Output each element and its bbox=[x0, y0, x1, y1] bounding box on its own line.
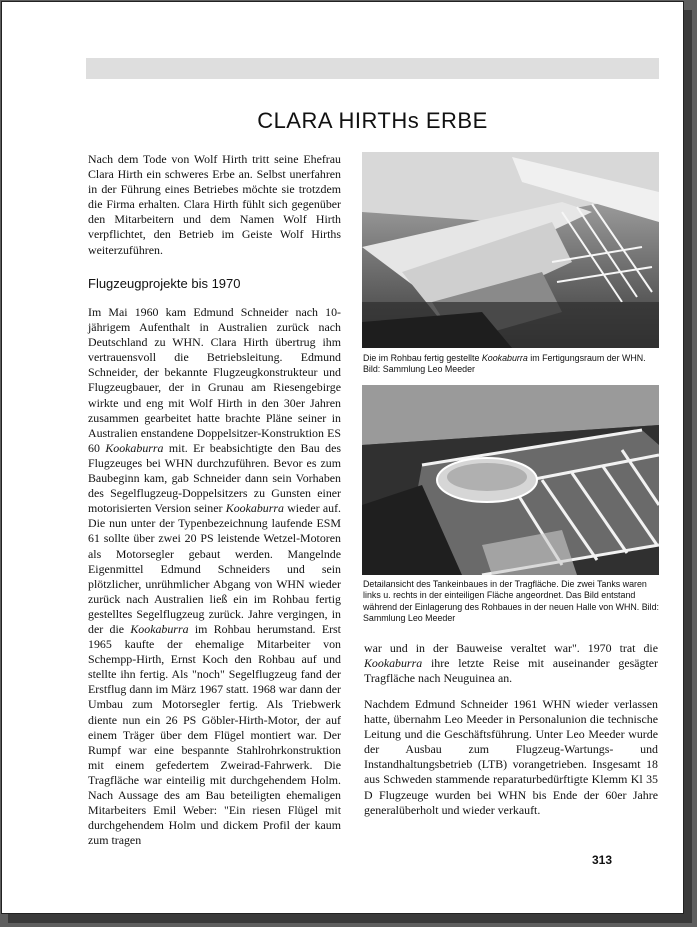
aircraft-name: Kookaburra bbox=[481, 353, 528, 363]
body-left-text bbox=[88, 305, 341, 848]
header-bar bbox=[86, 58, 659, 79]
page-number: 313 bbox=[592, 853, 613, 867]
text-run: wieder auf. Die nun unter der Typenbezeichnung laufende ESM 61 sollte über zwei 20 PS leistende Wetzel-Motoren als Motorsegler gebaut werden. Mangelnde Eigenmittel Edmund Schneiders und sein plötzlicher, unrühmlicher Abgang von WHN wieder zurück nach Australien ließ ein im Rohbau fertig gestelltes Segelflugzeug zurück. Jahre vergingen, in der die bbox=[88, 501, 342, 636]
wing-tank-photo bbox=[362, 385, 659, 575]
caption-text: Die im Rohbau fertig gestellte bbox=[363, 353, 482, 363]
caption-text: im Fertigungsraum der WHN. Bild: Sammlung Leo Meeder bbox=[363, 353, 646, 375]
section-subheading: Flugzeugprojekte bis 1970 bbox=[88, 276, 241, 291]
text-run: im Rohbau herumstand. Erst 1965 kaufte der ehemalige Mitarbeiter von Schempp-Hirth, Ernst Koch den Rohbau auf und stellte ihn fertig. Als "noch" Segelflugzeug fand der Erstflug dann im März 1967 statt. 1968 war dann der Umbau zum Motorsegler fertig. Als Triebwerk diente nun ein 26 PS Göbler-Hirth-Motor, der auf einem Träger über dem Flügel montiert war. Der Rumpf war eine bespannte Stahlrohrkonstruktion mit einem gefedertem Zweirad-Fahrwerk. Die Tragfläche war einteilig mit durchgehendem Holm. Nach Aussage des am Bau beteiligten ehemaligen Mitarbeiters Emil Weber: "Ein riesen Flügel mit durchgehendem Holm und dickem Profil der kaum zum tragen bbox=[88, 621, 341, 848]
photo2-caption: Detailansicht des Tankeinbaues in der Tragfläche. Die zwei Tanks waren links u. rechts in der einteiligen Fläche angeordnet. Das Bild entstand während der Einlagerung des Rohbaues in der neuen Halle von WHN. Bild: Sammlung Leo Meeder bbox=[363, 579, 660, 623]
aircraft-name: Kookaburra bbox=[105, 440, 164, 455]
workshop-photo bbox=[362, 152, 659, 348]
page-title: CLARA HIRTHs ERBE bbox=[257, 108, 488, 133]
intro-text: Nach dem Tode von Wolf Hirth tritt seine Ehefrau Clara Hirth ein schweres Erbe an. Selbst unerfahren in der Führung eines Betriebes möchte sie trotzdem die Firma erhalten. Clara Hirth fühlt sich gegenüber den Mitarbeitern und dem Namen Wolf Hirth verpflichtet, den Betrieb im Geiste Wolf Hirths weiterzuführen. bbox=[88, 152, 341, 257]
text-run: mit. Er beabsichtigte den Bau des Flugzeuges bei WHN durchzuführen. Bevor es zum Baubeginn kam, gab Schneider dann sein Vorhaben des Segelflugzeug-Doppelsitzers zu Gunsten einer motorisierten Version seiner bbox=[88, 440, 341, 516]
body-right-paragraph-1 bbox=[364, 641, 658, 686]
text-run: ihre letzte Reise mit auseinander gesägter Tragfläche nach Neuguinea an. bbox=[364, 656, 658, 686]
aircraft-name: Kookaburra bbox=[364, 656, 423, 671]
text-run: war und in der Bauweise veraltet war". 1970 trat die bbox=[364, 641, 658, 655]
intro-paragraph bbox=[88, 152, 341, 258]
aircraft-name: Kookaburra bbox=[225, 501, 284, 516]
body-left-paragraph bbox=[88, 305, 341, 848]
body-right-text-2: Nachdem Edmund Schneider 1961 WHN wieder verlassen hatte, übernahm Leo Meeder in Personalunion die technische Leitung und die Geschäftsführung. Unter Leo Meeder wurde der Ausbau zum Flugzeug-Wartungs- und Instandhaltungsbetrieb (LTB) vorangetrieben. Insgesamt 18 aus Schweden stammende reparaturbedürftigte Klemm Kl 35 D Flugzeuge wurden bei WHN bis Ende der 60er Jahre generalüberholt und wieder verkauft. bbox=[364, 697, 658, 817]
body-right-paragraph-2 bbox=[364, 697, 658, 818]
body-right-text bbox=[364, 641, 658, 686]
aircraft-name: Kookaburra bbox=[130, 621, 189, 636]
text-run: Im Mai 1960 kam Edmund Schneider nach 10-jährigem Aufenthalt in Australien zurück nach Deutschland zu WHN. Clara Hirth übertrug ihm vertrauensvoll die Betriebsleitung. Edmund Schneider, der bekannte Flugzeugkonstrukteur und Flugzeugbauer, der in Grunau am Riesengebirge wirkte und eng mit Wolf Hirth in den 30er Jahren zusammen gearbeitet hatte brachte Pläne seiner in Australien enstandene Doppelsitzer-Konstruktion ES 60 bbox=[88, 305, 341, 455]
photo1-caption bbox=[363, 353, 659, 376]
